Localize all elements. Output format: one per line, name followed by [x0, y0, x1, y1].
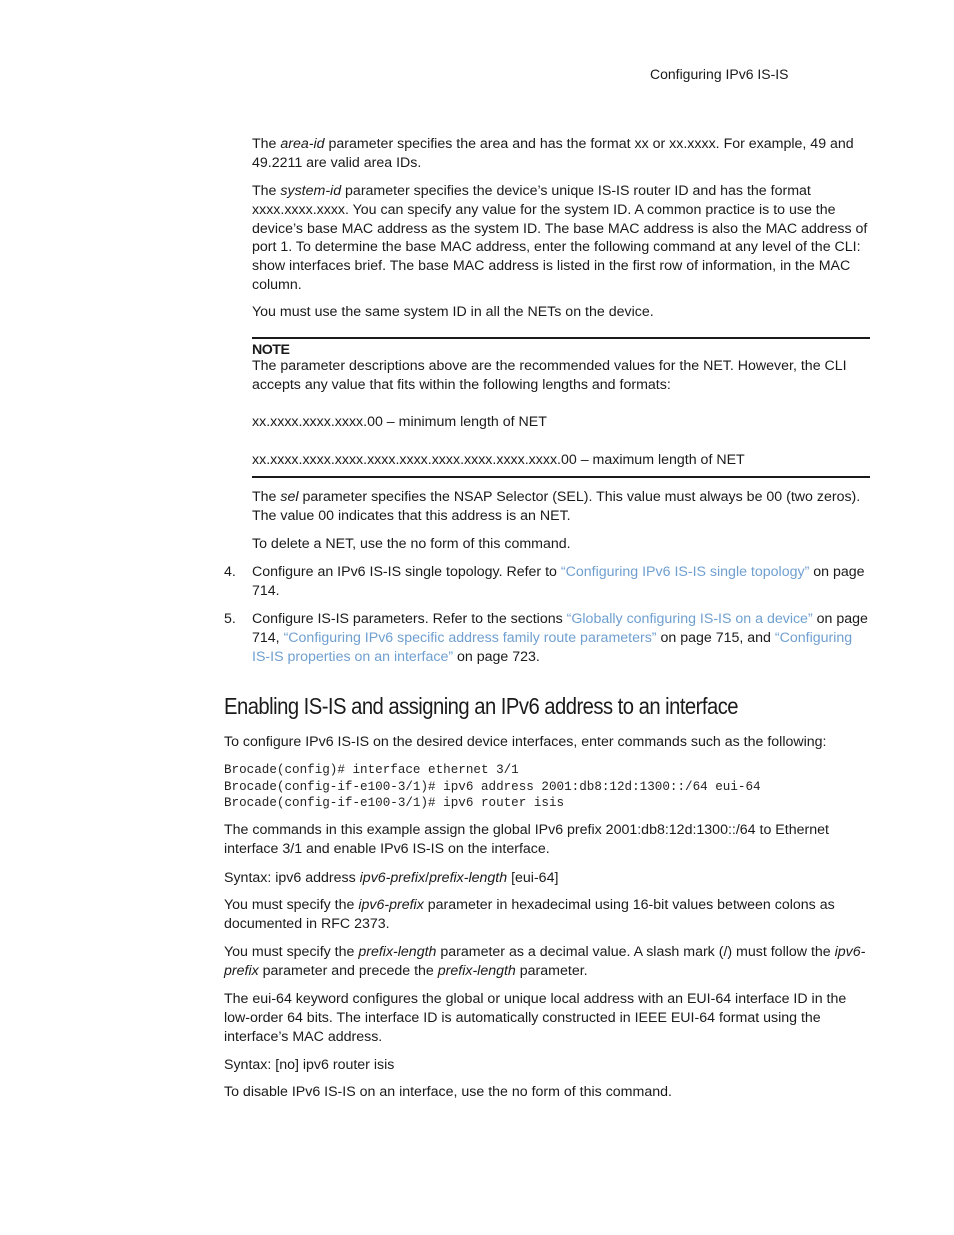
note-title: NOTE [252, 342, 290, 358]
note-max-length: xx.xxxx.xxxx.xxxx.xxxx.xxxx.xxxx.xxxx.xxxx.xxxx.00 – maximum length of NET [252, 452, 745, 468]
step-5-text: Configure IS-IS parameters. Refer to the sections “Globally configuring IS-IS on a device” on page 714, “Configuring IPv6 specific address family route parameters” on page 715, and “Configuring IS-IS properties on an interface” on page 723. [252, 611, 868, 665]
syntax-ipv6-router-isis: Syntax: [no] ipv6 router isis [224, 1057, 395, 1073]
same-system-id-paragraph: You must use the same system ID in all the NETs on the device. [252, 304, 654, 320]
step-4-text: Configure an IPv6 IS-IS single topology. Refer to “Configuring IPv6 IS-IS single topology” on page 714. [252, 564, 865, 599]
running-header: Configuring IPv6 IS-IS [650, 66, 789, 82]
section-intro: To configure IPv6 IS-IS on the desired device interfaces, enter commands such as the following: [224, 734, 827, 750]
area-id-paragraph: The area-id parameter specifies the area and has the format xx or xx.xxxx. For example, 49 and 49.2211 are valid area IDs. [252, 136, 854, 171]
ipv6-prefix-paragraph: You must specify the ipv6-prefix parameter in hexadecimal using 16-bit values between colons as documented in RFC 2373. [224, 897, 835, 932]
step-5-number: 5. [224, 611, 236, 627]
delete-net-paragraph: To delete a NET, use the no form of this command. [252, 536, 571, 552]
section-heading: Enabling IS-IS and assigning an IPv6 address to an interface [224, 693, 739, 719]
note-top-rule [252, 337, 870, 339]
step-4-number: 4. [224, 564, 236, 580]
code-line: Brocade(config-if-e100-3/1)# ipv6 router isis [224, 796, 565, 811]
note-bottom-rule [252, 476, 870, 478]
note-body: The parameter descriptions above are the recommended values for the NET. However, the CLI accepts any value that fits within the following lengths and formats: [252, 358, 847, 393]
code-line: Brocade(config-if-e100-3/1)# ipv6 address 2001:db8:12d:1300::/64 eui-64 [224, 779, 761, 794]
note-min-length: xx.xxxx.xxxx.xxxx.00 – minimum length of NET [252, 414, 547, 430]
syntax-ipv6-address: Syntax: ipv6 address ipv6-prefix/prefix-length [eui-64] [224, 870, 559, 886]
link-address-family-params[interactable]: “Configuring IPv6 specific address family route parameters” [283, 629, 657, 646]
system-id-paragraph: The system-id parameter specifies the device’s unique IS-IS router ID and has the format xxxx.xxxx.xxxx. You can specify any value for the system ID. A common practice is to use the device’s base MAC address as the system ID. The base MAC address is also the MAC address of port 1. To determine the base MAC address, enter the following command at any level of the CLI: show interfaces brief. The base MAC address is listed in the first row of information, in the MAC column. [252, 183, 868, 293]
disable-paragraph: To disable IPv6 IS-IS on an interface, use the no form of this command. [224, 1084, 672, 1100]
link-interface-properties[interactable]: “Configuring IS-IS properties on an interface” [252, 629, 853, 665]
eui-64-paragraph: The eui-64 keyword configures the global or unique local address with an EUI-64 interface ID in the low-order 64 bits. The interface ID is automatically constructed in IEEE EUI-64 format using the interface’s MAC address. [224, 991, 847, 1045]
code-example [224, 762, 761, 812]
link-globally-configuring[interactable]: “Globally configuring IS-IS on a device” [566, 611, 813, 627]
code-line: Brocade(config)# interface ethernet 3/1 [224, 763, 519, 777]
prefix-length-paragraph: You must specify the prefix-length parameter as a decimal value. A slash mark (/) must follow the ipv6-prefix parameter and precede the prefix-length parameter. [224, 944, 866, 979]
commands-explanation: The commands in this example assign the global IPv6 prefix 2001:db8:12d:1300::/64 to Ethernet interface 3/1 and enable IPv6 IS-IS on the interface. [224, 822, 829, 857]
link-single-topology[interactable]: “Configuring IPv6 IS-IS single topology” [560, 564, 810, 580]
sel-paragraph: The sel parameter specifies the NSAP Selector (SEL). This value must always be 00 (two zeros). The value 00 indicates that this address is an NET. [252, 489, 861, 524]
